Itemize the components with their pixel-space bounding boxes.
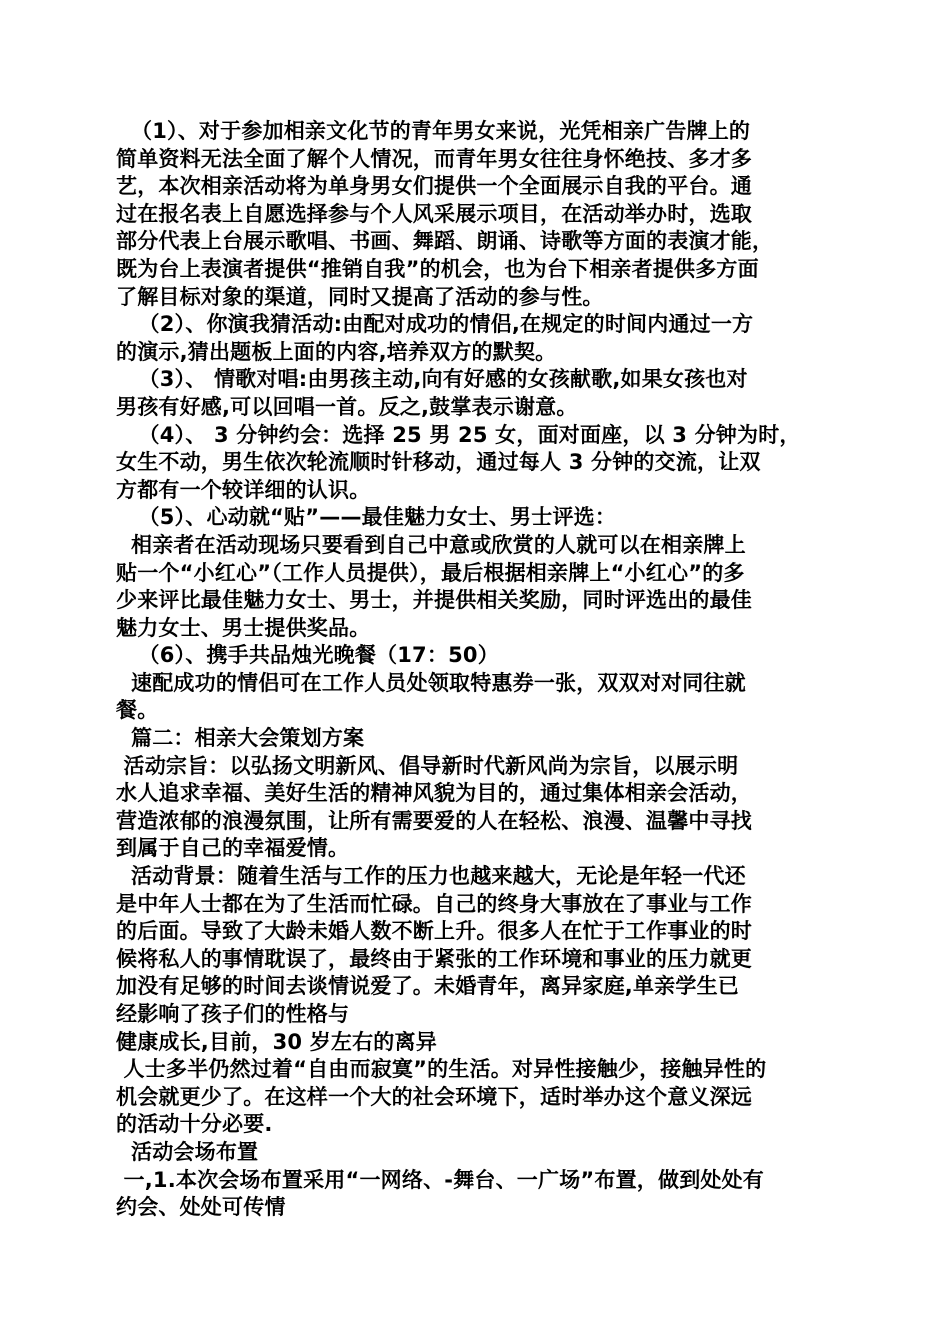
- text-line: （5）、心动就“贴”——最佳魅力女士、男士评选：: [116, 505, 617, 530]
- text-line: 加没有足够的时间去谈情说爱了。未婚青年，离异家庭,单亲学生已: [116, 974, 739, 999]
- text-line: 的后面。导致了大龄未婚人数不断上升。很多人在忙于工作事业的时: [116, 919, 752, 944]
- text-line: 营造浓郁的浪漫氛围，让所有需要爱的人在轻松、浪漫、温馨中寻找: [116, 808, 752, 833]
- text-line: （4）、 3 分钟约会：选择 25 男 25 女，面对面座，以 3 分钟为时，: [116, 422, 801, 447]
- text-line: （3）、 情歌对唱:由男孩主动,向有好感的女孩献歌,如果女孩也对: [116, 367, 748, 392]
- text-line: 的活动十分必要.: [116, 1112, 273, 1137]
- text-line: 既为台上表演者提供“推销自我”的机会，也为台下相亲者提供多方面: [116, 256, 759, 281]
- section-heading: 篇二：相亲大会策划方案: [116, 726, 365, 751]
- text-line: 到属于自己的幸福爱情。: [116, 836, 350, 861]
- text-line: 水人追求幸福、美好生活的精神风貌为目的，通过集体相亲会活动，: [116, 781, 752, 806]
- document-body: [116, 118, 846, 1222]
- text-line: 的演示,猜出题板上面的内容,培养双方的默契。: [116, 339, 557, 364]
- text-line: 部分代表上台展示歌唱、书画、舞蹈、朗诵、诗歌等方面的表演才能，: [116, 229, 774, 254]
- text-line: 简单资料无法全面了解个人情况，而青年男女往往身怀绝技、多才多: [116, 146, 752, 171]
- section-heading: 活动会场布置: [116, 1139, 259, 1164]
- text-line: 是中年人士都在为了生活而忙碌。自己的终身大事放在了事业与工作: [116, 891, 752, 916]
- text-line: 机会就更少了。在这样一个大的社会环境下，适时举办这个意义深远: [116, 1084, 752, 1109]
- text-line: 少来评比最佳魅力女士、男士，并提供相关奖励，同时评选出的最佳: [116, 588, 752, 613]
- text-line: 方都有一个较详细的认识。: [116, 477, 371, 502]
- text-line: 活动背景：随着生活与工作的压力也越来越大，无论是年轻一代还: [116, 864, 746, 889]
- text-line: 男孩有好感,可以回唱一首。反之,鼓掌表示谢意。: [116, 394, 578, 419]
- text-line: 经影响了孩子们的性格与: [116, 1002, 350, 1026]
- text-line: 女生不动，男生依次轮流顺时针移动，通过每人 3 分钟的交流，让双: [116, 450, 761, 475]
- text-line: 了解目标对象的渠道，同时又提高了活动的参与性。: [116, 284, 604, 309]
- text-line: 魅力女士、男士提供奖品。: [116, 615, 371, 640]
- text-line: （6）、携手共品烛光晚餐（17：50）: [116, 643, 499, 668]
- text-line: 过在报名表上自愿选择参与个人风采展示项目，在活动举办时，选取: [116, 201, 752, 226]
- text-line: 餐。: [116, 698, 159, 723]
- text-line: 相亲者在活动现场只要看到自己中意或欣赏的人就可以在相亲牌上: [116, 532, 746, 557]
- text-line: 健康成长,目前，30 岁左右的离异: [116, 1029, 437, 1054]
- text-line: 贴一个“小红心”（工作人员提供），最后根据相亲牌上“小红心”的多: [116, 560, 745, 585]
- text-line: 速配成功的情侣可在工作人员处领取特惠券一张，双双对对同往就: [116, 670, 746, 695]
- text-line: 人士多半仍然过着“自由而寂寞”的生活。对异性接触少，接触异性的: [116, 1057, 767, 1082]
- text-line: 艺，本次相亲活动将为单身男女们提供一个全面展示自我的平台。通: [116, 174, 752, 199]
- text-line: 一,1.本次会场布置采用“一网络、-舞台、一广场”布置，做到处处有: [116, 1167, 764, 1192]
- text-line: （2）、你演我猜活动:由配对成功的情侣,在规定的时间内通过一方: [116, 312, 754, 337]
- text-line: 活动宗旨：以弘扬文明新风、倡导新时代新风尚为宗旨，以展示明: [116, 753, 739, 778]
- text-line: 候将私人的事情耽误了，最终由于紧张的工作环境和事业的压力就更: [116, 946, 752, 971]
- text-line: （1）、对于参加相亲文化节的青年男女来说，光凭相亲广告牌上的: [116, 119, 751, 143]
- text-line: 约会、处处可传情: [116, 1195, 286, 1220]
